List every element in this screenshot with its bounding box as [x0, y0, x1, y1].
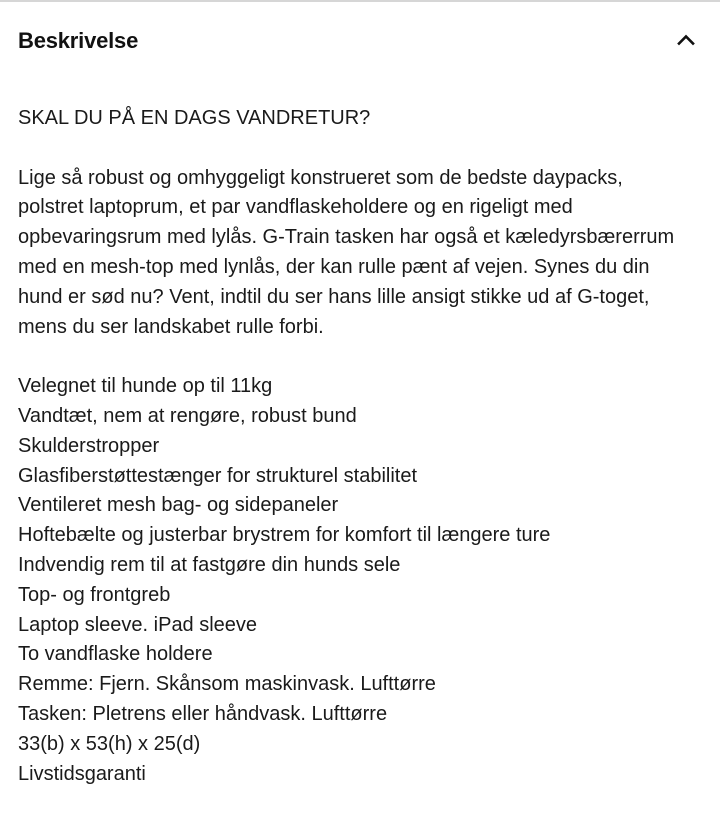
paragraph-line: opbevaringsrum med lylås. G-Train tasken har også et kæledyrsbærerrum: [18, 226, 675, 249]
feature-item: Hoftebælte og justerbar brystrem for komfort til længere ture: [18, 524, 551, 547]
feature-item: Ventileret mesh bag- og sidepaneler: [18, 494, 339, 517]
chevron-up-icon[interactable]: [674, 28, 698, 52]
feature-item: Tasken: Pletrens eller håndvask. Lufttørre: [18, 702, 388, 725]
feature-item: Livstidsgaranti: [18, 762, 146, 785]
feature-list: [18, 372, 708, 789]
feature-item: Top- og frontgreb: [18, 583, 171, 606]
paragraph-line: mens du ser landskabet rulle forbi.: [18, 315, 324, 338]
description-paragraph: [18, 164, 708, 343]
accordion-title: Beskrivelse: [18, 28, 139, 53]
feature-item: Skulderstropper: [18, 434, 160, 457]
accordion-header-description[interactable]: [0, 2, 720, 80]
description-headline: SKAL DU PÅ EN DAGS VANDRETUR?: [18, 107, 371, 129]
feature-item: Indvendig rem til at fastgøre din hunds sele: [18, 553, 401, 576]
paragraph-line: polstret laptoprum, et par vandflaskeholdere og en rigeligt med: [18, 196, 573, 219]
paragraph-line: med en mesh-top med lynlås, der kan rulle pænt af vejen. Synes du din: [18, 255, 650, 278]
feature-item: To vandflaske holdere: [18, 643, 213, 666]
feature-item: Glasfiberstøttestænger for strukturel stabilitet: [18, 464, 418, 487]
feature-item: Vandtæt, nem at rengøre, robust bund: [18, 404, 357, 427]
paragraph-line: Lige så robust og omhyggeligt konstrueret som de bedste daypacks,: [18, 166, 623, 189]
feature-item: Remme: Fjern. Skånsom maskinvask. Lufttørre: [18, 673, 436, 696]
feature-item: Velegnet til hunde op til 11kg: [18, 375, 273, 398]
feature-item: Laptop sleeve. iPad sleeve: [18, 613, 258, 636]
feature-item: 33(b) x 53(h) x 25(d): [18, 732, 201, 755]
paragraph-line: hund er sød nu? Vent, indtil du ser hans lille ansigt stikke ud af G-toget,: [18, 285, 650, 308]
description-content: [18, 104, 708, 789]
